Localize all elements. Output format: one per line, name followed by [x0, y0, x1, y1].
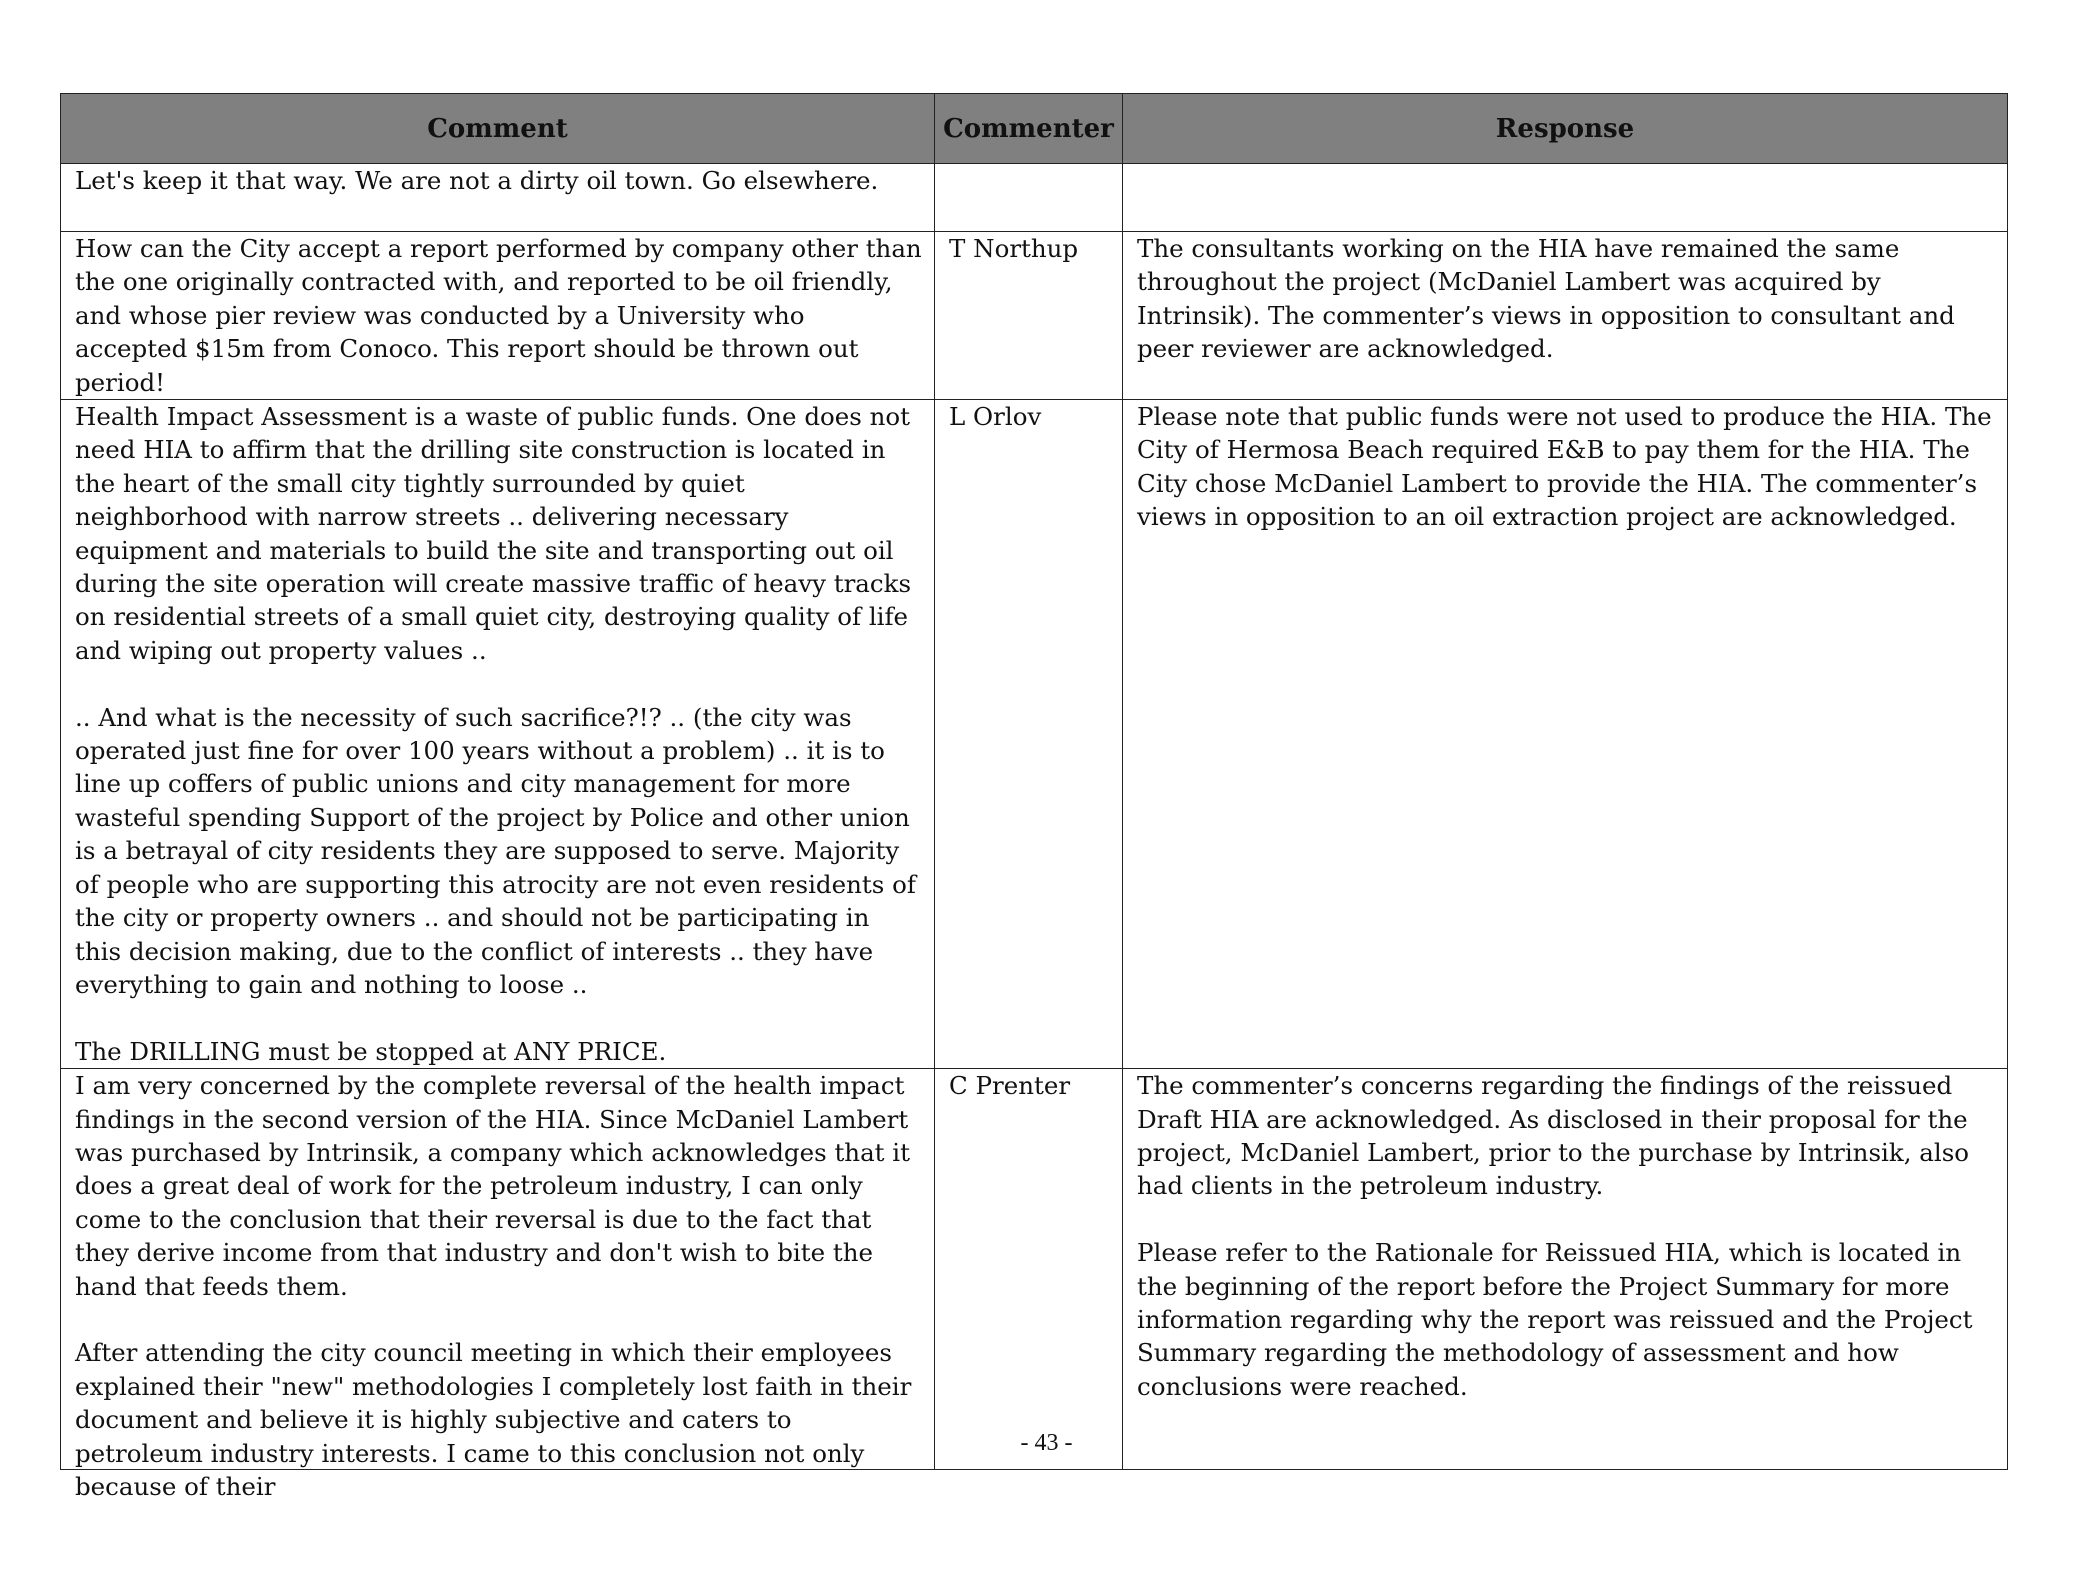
response-cell	[1123, 1069, 2008, 1470]
page-number: - 43 -	[1020, 1430, 1073, 1456]
table-row	[61, 400, 2008, 1069]
commenter-cell: C Prenter	[935, 1069, 1123, 1470]
comment-paragraph: The DRILLING must be stopped at ANY PRICE.	[75, 1036, 667, 1066]
response-paragraph: Please refer to the Rationale for Reissued HIA, which is located in the beginning of the report before the Project Summary for more information regarding why the report was reissued and the Project Summary regarding the methodology of assessment and how conclusions were reached.	[1137, 1238, 1973, 1401]
comment-response-table	[60, 93, 2008, 1501]
table-row	[61, 1069, 2008, 1470]
table-row	[61, 164, 2008, 232]
table-header-row	[61, 94, 2008, 164]
comment-paragraph: How can the City accept a report performed by company other than the one originally contracted with, and reported to be oil friendly, and whose pier review was conducted by a University who accepted $15m from Conoco. This report should be thrown out period!	[75, 234, 922, 397]
commenter-cell: L Orlov	[935, 400, 1123, 1069]
response-cell	[1123, 400, 2008, 1069]
comment-paragraph: .. And what is the necessity of such sacrifice?!? .. (the city was operated just fine for over 100 years without a problem) .. it is to line up coffers of public unions and city management for more wasteful spending Support of the project by Police and other union is a betrayal of city residents they are supposed to serve. Majority of people who are supporting this atrocity are not even residents of the city or property owners .. and should not be participating in this decision making, due to the conflict of interests .. they have everything to gain and nothing to loose ..	[75, 702, 916, 999]
column-header-comment: Comment	[61, 94, 935, 164]
table-row	[61, 232, 2008, 400]
commenter-cell: T Northup	[935, 232, 1123, 400]
comment-paragraph: Health Impact Assessment is a waste of public funds. One does not need HIA to affirm that the drilling site construction is located in the heart of the small city tightly surrounded by quiet neighborhood with narrow streets .. delivering necessary equipment and materials to build the site and transporting out oil during the site operation will create massive traffic of heavy tracks on residential streets of a small quiet city, destroying quality of life and wiping out property values ..	[75, 402, 912, 665]
column-header-response: Response	[1123, 94, 2008, 164]
response-paragraph: The consultants working on the HIA have remained the same throughout the project (McDaniel Lambert was acquired by Intrinsik). The commenter’s views in opposition to consultant and peer reviewer are acknowledged.	[1137, 234, 1955, 364]
response-cell	[1123, 164, 2008, 232]
column-header-commenter: Commenter	[935, 94, 1123, 164]
comment-cell	[61, 400, 935, 1069]
comment-paragraph: After attending the city council meeting in which their employees explained their "new" methodologies I completely lost faith in their document and believe it is highly subjective and caters to petroleum industry interests. I came to this conclusion not only because of their	[75, 1338, 912, 1501]
comment-cell-content	[75, 1069, 922, 1501]
response-cell	[1123, 232, 2008, 400]
comment-cell	[61, 232, 935, 400]
commenter-cell	[935, 164, 1123, 232]
response-paragraph: The commenter’s concerns regarding the findings of the reissued Draft HIA are acknowledged. As disclosed in their proposal for the project, McDaniel Lambert, prior to the purchase by Intrinsik, also had clients in the petroleum industry.	[1137, 1071, 1970, 1201]
comment-paragraph: I am very concerned by the complete reversal of the health impact findings in the second version of the HIA. Since McDaniel Lambert was purchased by Intrinsik, a company which acknowledges that it does a great deal of work for the petroleum industry, I can only come to the conclusion that their reversal is due to the fact that they derive income from that industry and don't wish to bite the hand that feeds them.	[75, 1071, 910, 1301]
comment-paragraph: Let's keep it that way. We are not a dirty oil town. Go elsewhere.	[75, 166, 879, 195]
response-paragraph: Please note that public funds were not used to produce the HIA. The City of Hermosa Beach required E&B to pay them for the HIA. The City chose McDaniel Lambert to provide the HIA. The commenter’s views in opposition to an oil extraction project are acknowledged.	[1137, 402, 1992, 532]
comment-cell	[61, 164, 935, 232]
comment-cell	[61, 1069, 935, 1501]
